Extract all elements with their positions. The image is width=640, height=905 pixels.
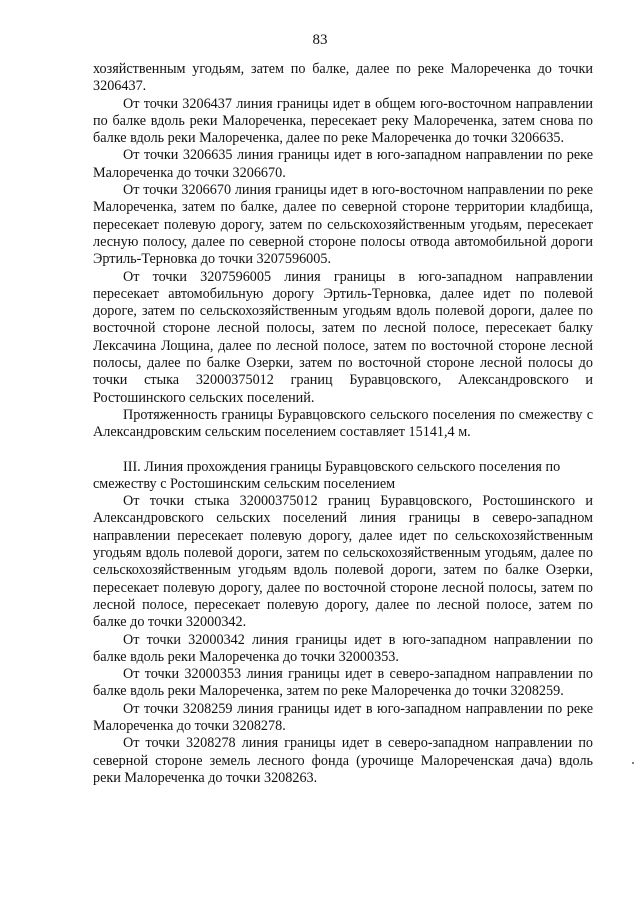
paragraph-continuation: хозяйственным угодьям, затем по балке, далее по реке Малореченка до точки 3206437. [93, 61, 593, 95]
document-body [93, 61, 593, 787]
paragraph: От точки 3206670 линия границы идет в юго-восточном направлении по реке Малореченка, затем по балке, далее по северной стороне территории кладбища, пересекает полевую дорогу, затем по сельскохозяйственным угодьям, пересекает лесную полосу, далее по северной стороне полосы отвода автомобильной дороги Эртиль-Терновка до точки 3207596005. [93, 182, 593, 268]
paragraph: От точки 3206437 линия границы идет в общем юго-восточном направлении по балке вдоль реки Малореченка, пересекает реку Малореченка, затем снова по балке вдоль реки Малореченка, далее по реке Малореченка до точки 3206635. [93, 95, 593, 147]
scan-artifact [632, 762, 634, 764]
section-paragraph: От точки 32000353 линия границы идет в северо-западном направлении по балке вдоль реки Малореченка, затем по реке Малореченка до точки 3208259. [93, 666, 593, 700]
section-paragraph: От точки стыка 32000375012 границ Буравцовского, Ростошинского и Александровского сельских поселений линия границы в северо-западном направлении пересекает полевую дорогу, далее идет по сельскохозяйственным угодьям вдоль полевой дороги, затем по сельскохозяйственным угодьям, далее по сельскохозяйственным угодьям вдоль полевой дороги, затем по балке Озерки, пересекает полевую дорогу, далее по восточной стороне лесной полосы, затем по лесной полосе, пересекает полевую дорогу, далее по лесной полосе, затем по балке до точки 32000342. [93, 493, 593, 631]
paragraph-length-summary: Протяженность границы Буравцовского сельского поселения по смежеству с Александровским сельским поселением составляет 15141,4 м. [93, 406, 593, 441]
paragraph: От точки 3207596005 линия границы в юго-западном направлении пересекает автомобильную дорогу Эртиль-Терновка, далее идет по полевой дороге, затем по сельскохозяйственным угодьям вдоль полевой дороги, далее по восточной стороне лесной полосы, затем по лесной полосе, пересекает балку Лексачина Лощина, далее по лесной полосе, затем по восточной стороне лесной полосы, далее по балке Озерки, затем по восточной стороне лесной полосы до точки стыка 32000375012 границ Буравцовского, Александровского и Ростошинского сельских поселений. [93, 268, 593, 406]
section-paragraph: От точки 3208278 линия границы идет в северо-западном направлении по северной стороне земель лесного фонда (урочище Малореченская дача) вдоль реки Малореченка до точки 3208263. [93, 735, 593, 786]
section-paragraph: От точки 3208259 линия границы идет в юго-западном направлении по реке Малореченка до точки 3208278. [93, 700, 593, 734]
paragraph: От точки 3206635 линия границы идет в юго-западном направлении по реке Малореченка до точки 3206670. [93, 147, 593, 181]
section-paragraph: От точки 32000342 линия границы идет в юго-западном направлении по балке вдоль реки Малореченка до точки 32000353. [93, 631, 593, 665]
page-number: 83 [312, 32, 328, 48]
section-heading: III. Линия прохождения границы Буравцовского сельского поселения по смежеству с Ростошинским сельским поселением [93, 458, 561, 492]
